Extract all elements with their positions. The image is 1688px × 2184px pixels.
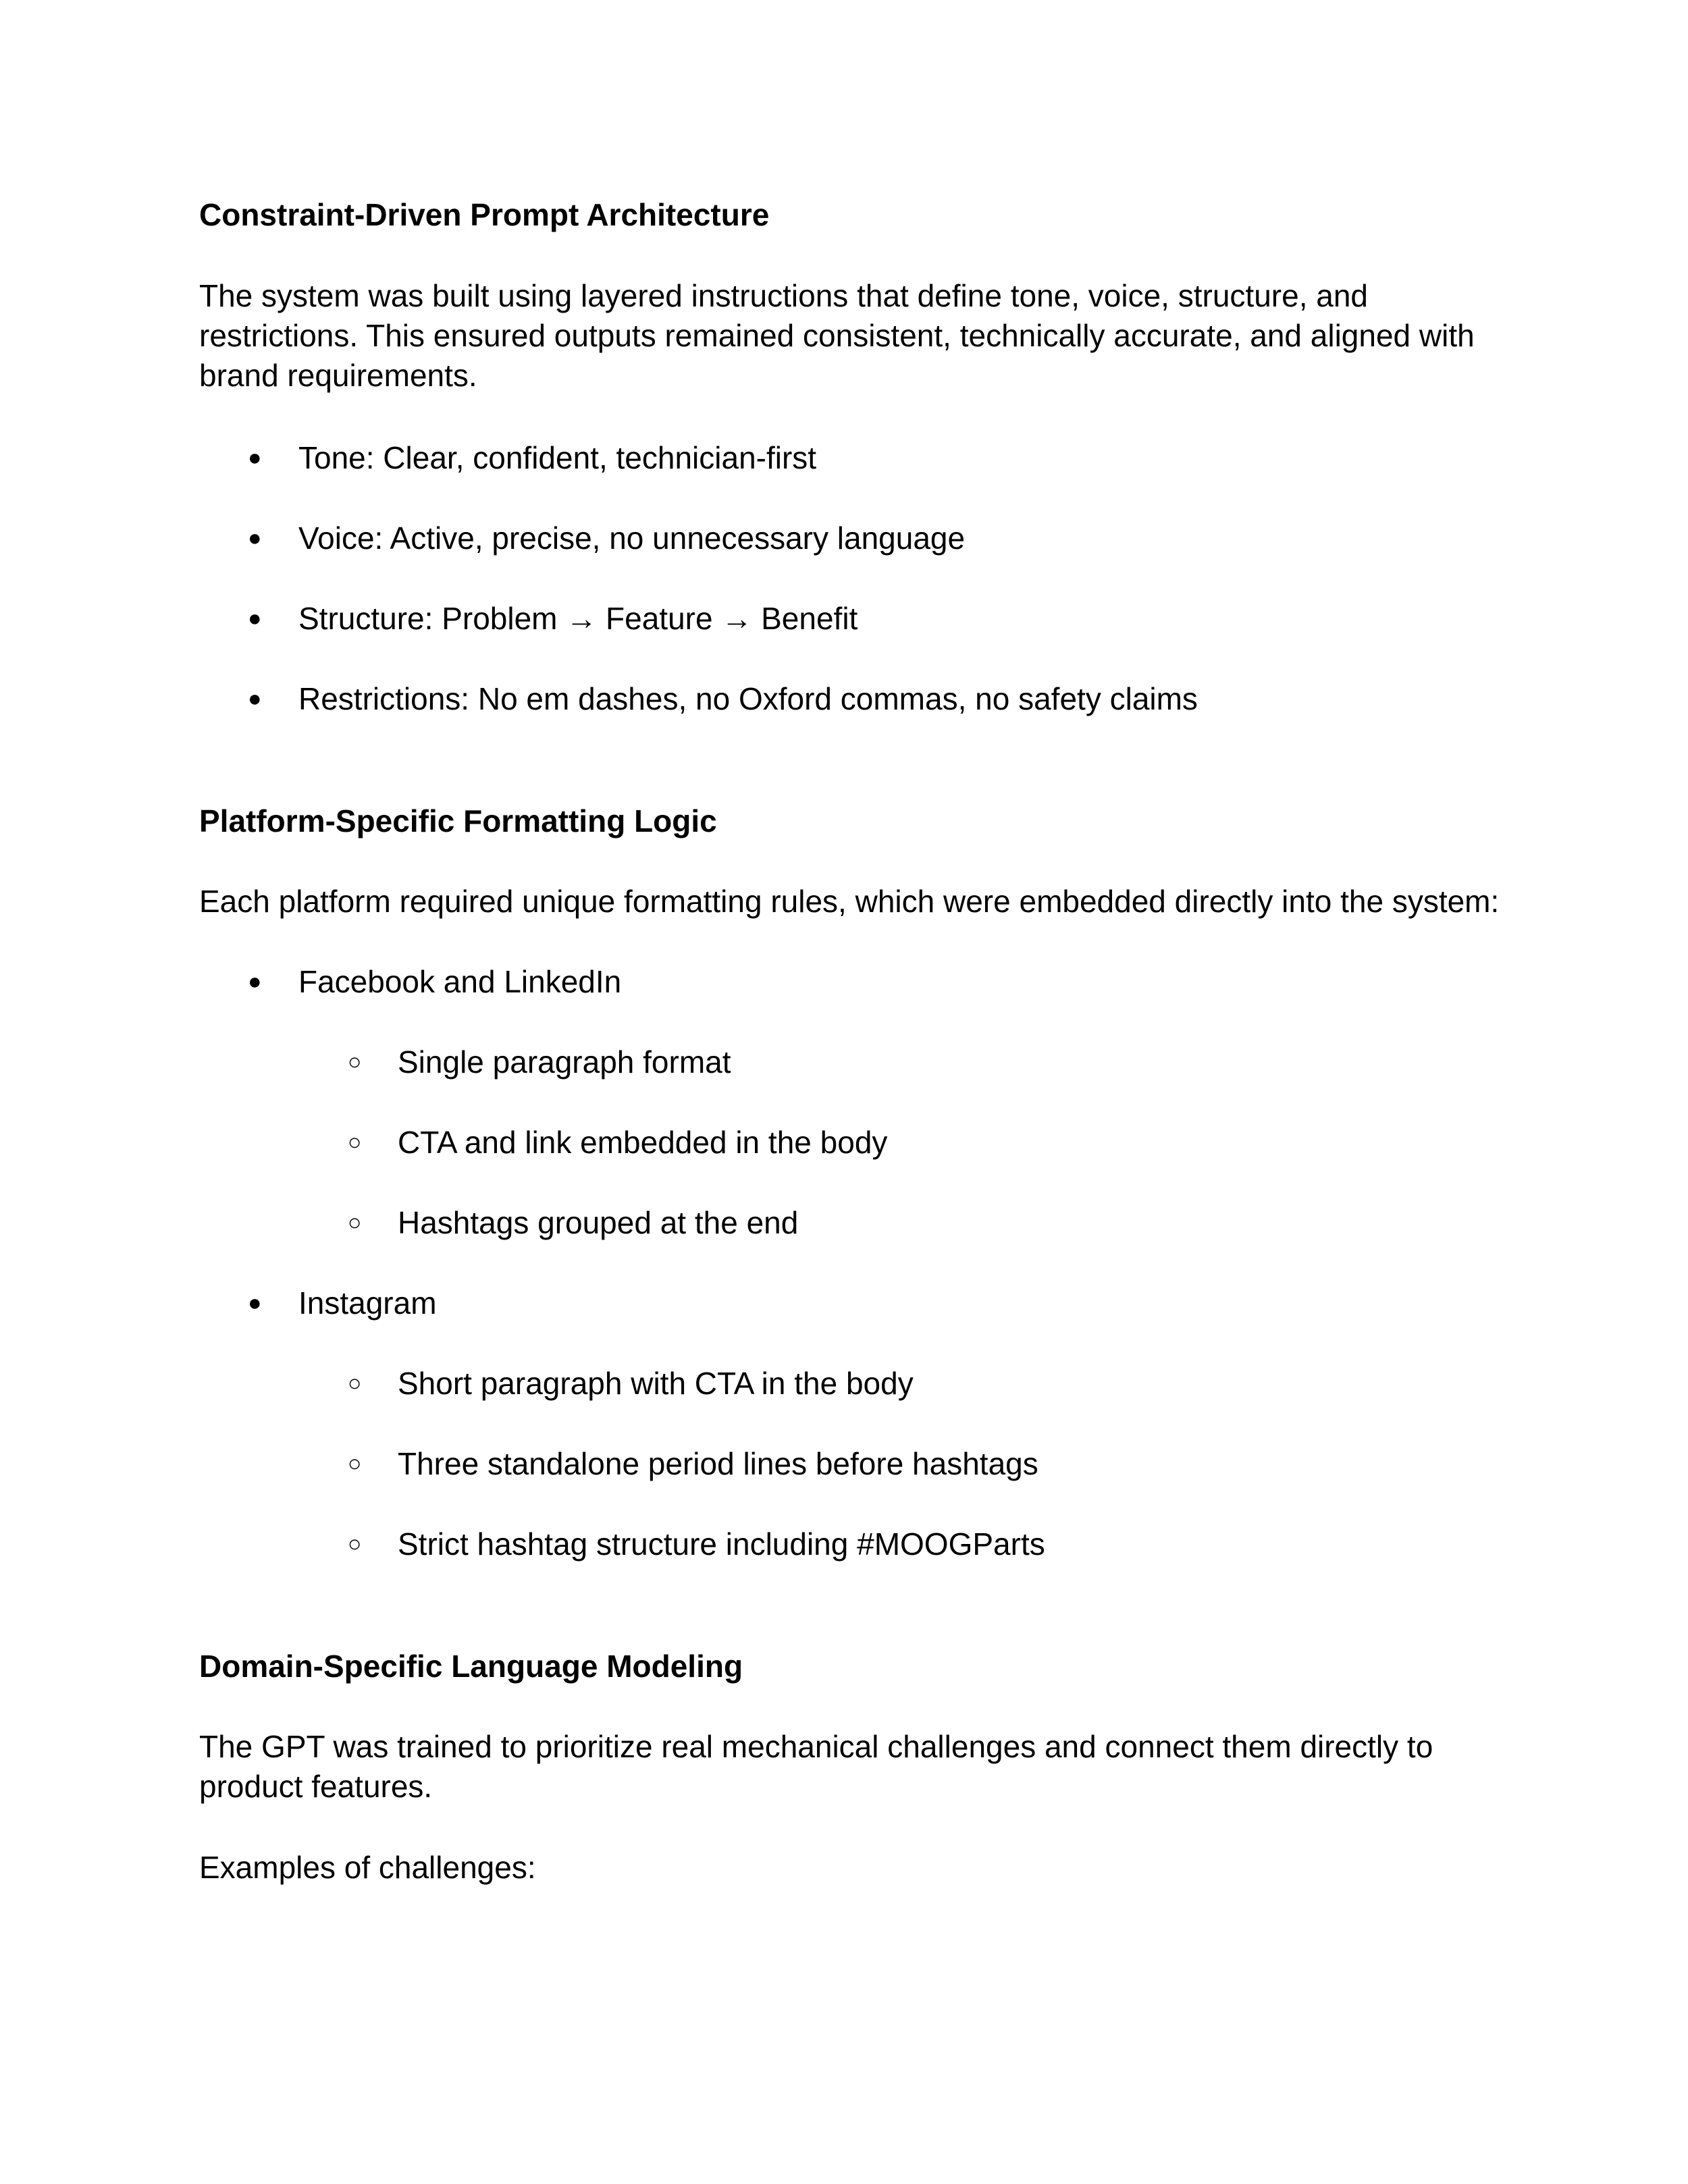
paragraph-line: The GPT was trained to prioritize real mechanical challenges and connect them directly to (199, 1729, 1433, 1764)
sub-bullet-icon: ○ (348, 1451, 362, 1476)
section-heading-platform-specific: Platform-Specific Formatting Logic (199, 803, 717, 838)
sub-list-item: Hashtags grouped at the end (398, 1205, 799, 1240)
list-item-platform-instagram: Instagram (298, 1285, 437, 1321)
sub-list-item: Three standalone period lines before hashtags (398, 1446, 1038, 1481)
list-item-voice: Voice: Active, precise, no unnecessary language (298, 521, 966, 556)
paragraph-line: Each platform required unique formatting rules, which were embedded directly into the system: (199, 884, 1500, 919)
sub-list-item: Single paragraph format (398, 1044, 731, 1080)
list-item-tone: Tone: Clear, confident, technician-first (298, 440, 817, 475)
bullet-icon: ● (248, 606, 262, 631)
sub-list-item: Short paragraph with CTA in the body (398, 1366, 914, 1401)
sub-bullet-icon: ○ (348, 1210, 362, 1235)
paragraph-line: restrictions. This ensured outputs remained consistent, technically accurate, and aligned with (199, 318, 1475, 353)
list-item-structure: Structure: Problem → Feature → Benefit (298, 601, 858, 636)
list-item-platform-facebook-linkedin: Facebook and LinkedIn (298, 964, 622, 999)
sub-bullet-icon: ○ (348, 1049, 362, 1075)
bullet-icon: ● (248, 445, 262, 471)
bullet-icon: ● (248, 525, 262, 551)
list-item-restrictions: Restrictions: No em dashes, no Oxford commas, no safety claims (298, 681, 1198, 716)
bullet-icon: ● (248, 686, 262, 712)
sub-list-item: Strict hashtag structure including #MOOGParts (398, 1526, 1045, 1562)
paragraph-line: product features. (199, 1769, 433, 1804)
examples-label: Examples of challenges: (199, 1850, 536, 1885)
sub-bullet-icon: ○ (348, 1531, 362, 1557)
paragraph-line: brand requirements. (199, 358, 477, 393)
sub-bullet-icon: ○ (348, 1129, 362, 1155)
bullet-icon: ● (248, 969, 262, 994)
section-heading-domain-specific: Domain-Specific Language Modeling (199, 1649, 743, 1684)
bullet-icon: ● (248, 1290, 262, 1316)
paragraph-line: The system was built using layered instructions that define tone, voice, structure, and (199, 278, 1368, 313)
sub-list-item: CTA and link embedded in the body (398, 1125, 888, 1160)
section-heading-constraint-driven: Constraint-Driven Prompt Architecture (199, 197, 770, 232)
sub-bullet-icon: ○ (348, 1370, 362, 1396)
